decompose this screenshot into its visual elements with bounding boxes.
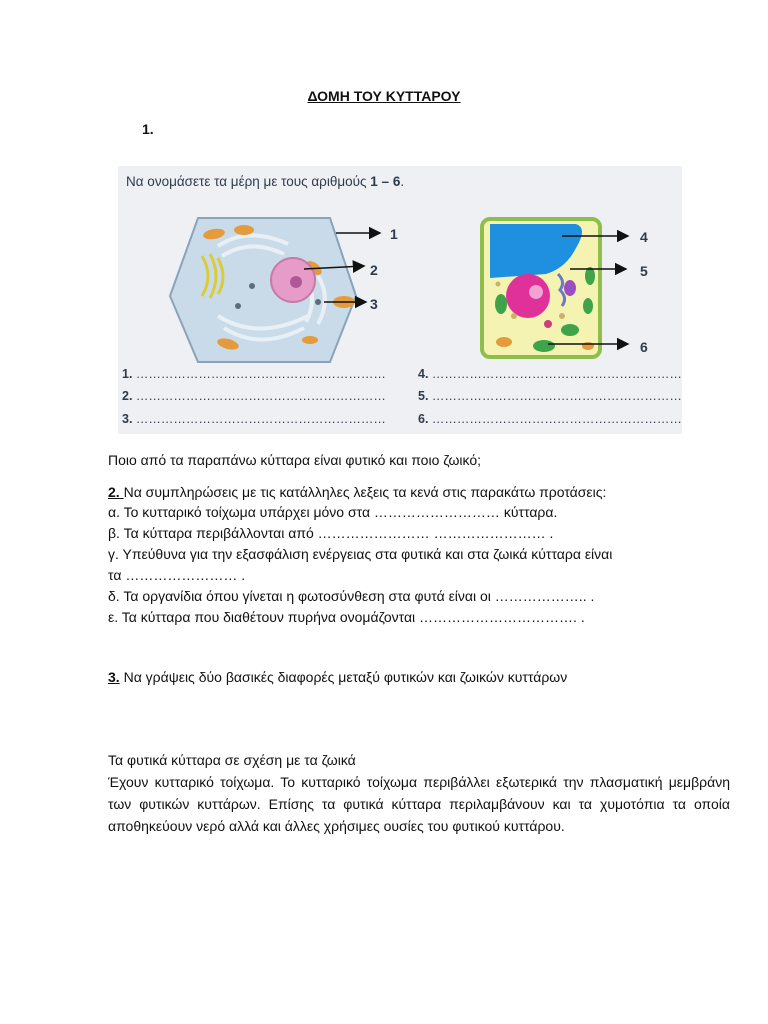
q2-line-c: γ. Υπεύθυνα για την εξασφάλιση ενέργειας στα φυτικά και στα ζωικά κύτταρα είναι	[108, 546, 613, 562]
label-1: 1	[390, 226, 398, 242]
blank-line-2: 2. ……………………………………………………	[122, 389, 386, 403]
label-4: 4	[640, 229, 648, 245]
label-5: 5	[640, 263, 648, 279]
q2-line-c-cont: τα …………………… .	[108, 567, 246, 583]
blank-line-6: 6. ……………………………………………………	[418, 412, 682, 426]
page-title: ΔΟΜΗ ΤΟΥ ΚΥΤΤΑΡΟΥ	[307, 88, 461, 104]
blank-line-3: 3. ……………………………………………………	[122, 412, 386, 426]
question-2-number: 2.	[108, 484, 124, 500]
q2-line-b: β. Τα κύτταρα περιβάλλονται από …………………… …………………… .	[108, 525, 554, 541]
question-3-number: 3.	[108, 669, 120, 685]
q2-line-e: ε. Τα κύτταρα που διαθέτουν πυρήνα ονομάζονται ……………………………. .	[108, 609, 585, 625]
animal-cell	[170, 218, 356, 362]
q2-line-d: δ. Τα οργανίδια όπου γίνεται η φωτοσύνθεση στα φυτά είναι οι ……………….. .	[108, 588, 595, 604]
question-2-intro: 2. Να συμπληρώσεις με τις κατάλληλες λεξεις τα κενά στις παρακάτω προτάσεις:	[108, 484, 607, 500]
answer-body: Έχουν κυτταρικό τοίχωμα. Το κυτταρικό τοίχωμα περιβάλλει εξωτερικά την πλασματική μεμβράνη των φυτικών κυττάρων. Επίσης τα φυτικά κύτταρα περιλαμβάνουν και τα χυμοτόπια τα οποία αποθηκεύουν νερό αλλά και άλλες χρήσιμες ουσίες του φυτικού κυττάρου.	[108, 774, 730, 834]
q2-line-a: α. Το κυτταρικό τοίχωμα υπάρχει μόνο στα ……………………… κύτταρα.	[108, 504, 558, 520]
blank-line-1: 1. ……………………………………………………	[122, 367, 386, 381]
label-2: 2	[370, 262, 378, 278]
label-3: 3	[370, 296, 378, 312]
question-1-text: Ποιο από τα παραπάνω κύτταρα είναι φυτικό και ποιο ζωικό;	[108, 452, 482, 468]
cell-diagram-figure	[118, 166, 682, 434]
blank-line-4: 4. ……………………………………………………	[418, 367, 682, 381]
question-3: 3. Να γράψεις δύο βασικές διαφορές μεταξύ φυτικών και ζωικών κυττάρων	[108, 669, 568, 685]
question-1-number: 1.	[142, 121, 154, 137]
label-6: 6	[640, 339, 648, 355]
answer-heading: Τα φυτικά κύτταρα σε σχέση με τα ζωικά	[108, 752, 356, 768]
plant-cell	[482, 219, 600, 357]
figure-instruction: Να ονομάσετε τα μέρη με τους αριθμούς 1 – 6.	[126, 174, 405, 189]
blank-line-5: 5. ……………………………………………………	[418, 389, 682, 403]
